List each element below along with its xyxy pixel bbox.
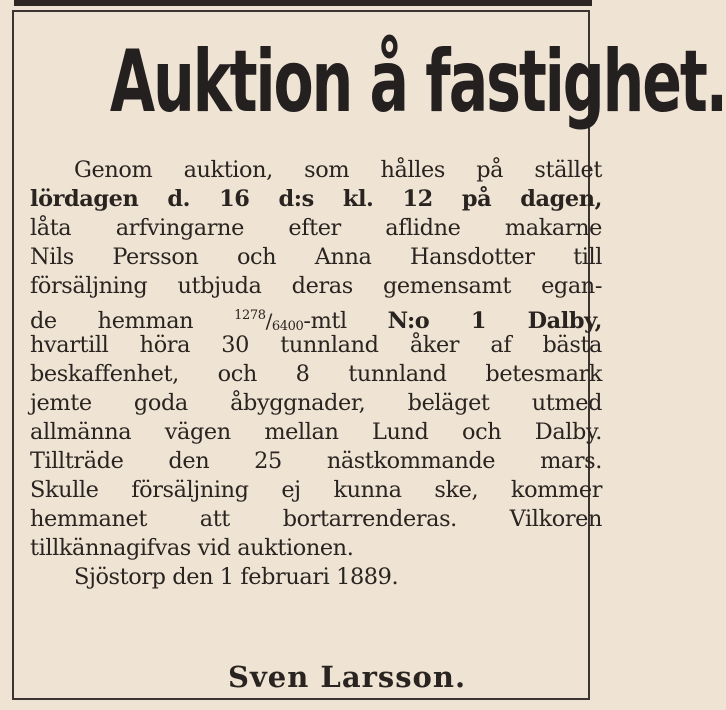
- top-rule: [14, 0, 592, 6]
- place-date-line: Sjöstorp den 1 februari 1889.: [74, 564, 399, 591]
- body-line-2: lördagen d. 16 d:s kl. 12 på dagen,: [30, 186, 602, 213]
- body-line-13: hemmanet att bortarrenderas. Vilkoren: [30, 506, 602, 533]
- body-line-4: Nils Persson och Anna Hansdotter till: [30, 244, 602, 271]
- body-line-8: beskaffenhet, och 8 tunnland betesmark: [30, 360, 602, 387]
- fraction-denominator: 6400: [271, 319, 304, 335]
- fraction-numerator: 1278: [234, 308, 266, 324]
- body-line-12: Skulle försäljning ej kunna ske, kommer: [30, 477, 602, 504]
- headline: Auktion å fastighet.: [109, 32, 726, 132]
- fraction-slash: /: [265, 309, 272, 334]
- advertisement-body: [30, 156, 602, 592]
- body-line-14: tillkännagifvas vid auktionen.: [30, 535, 354, 562]
- signature: Sven Larsson.: [228, 660, 467, 694]
- body-line-3: låta arfvingarne efter aflidne makarne: [30, 215, 602, 242]
- body-line-1: Genom auktion, som hålles på stället: [74, 157, 602, 183]
- mtl-text: -mtl: [303, 308, 347, 335]
- advertisement-frame: [12, 10, 726, 700]
- hemman-text: de hemman: [30, 308, 194, 335]
- body-line-5: försäljning utbjuda deras gemensamt egan-: [30, 273, 602, 300]
- body-line-7: hvartill höra 30 tunnland åker af bästa: [30, 331, 602, 358]
- body-line-11: Tillträde den 25 nästkommande mars.: [30, 447, 602, 474]
- body-line-9: jemte goda åbyggnader, beläget utmed: [30, 389, 602, 416]
- body-line-10: allmänna vägen mellan Lund och Dalby.: [30, 418, 602, 445]
- property-name: N:o 1 Dalby,: [387, 308, 603, 335]
- body-line-6: [30, 301, 603, 335]
